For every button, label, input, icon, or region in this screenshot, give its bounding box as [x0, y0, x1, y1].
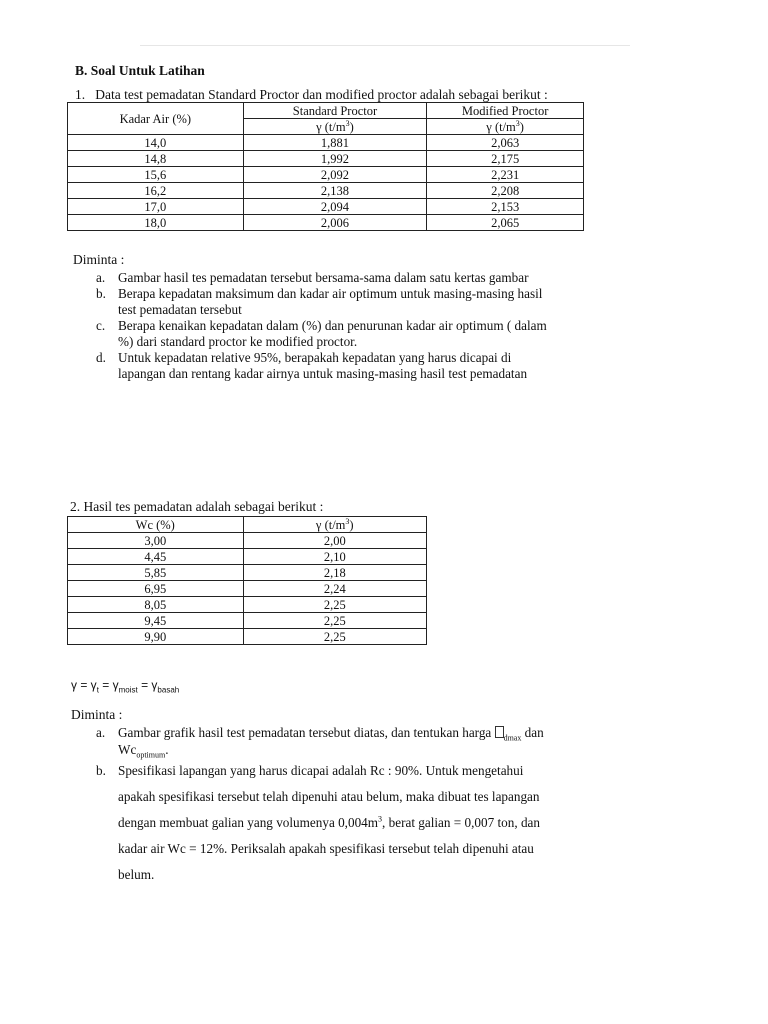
table-row: 9,90 2,25: [68, 629, 427, 645]
table-header-row: [68, 517, 427, 533]
table-header-row: [68, 103, 584, 119]
unit-modified: γ $(t/m^3)$: [427, 119, 584, 135]
q2-task-list: [88, 724, 628, 888]
table-row: 14,0 1,881 2,063: [68, 135, 584, 151]
table-row: 5,85 2,18: [68, 565, 427, 581]
q1-number: 1.: [75, 87, 86, 102]
table-row: 3,00 2,00: [68, 533, 427, 549]
q2-intro: 2. Hasil tes pemadatan adalah sebagai berikut :: [70, 499, 324, 514]
table-row: 17,0 2,094 2,153: [68, 199, 584, 215]
q2-diminta-label: Diminta :: [71, 707, 123, 722]
gamma-equation: $\gamma = \gamma_t = \gamma_{moist} = \gamma_{basah}$: [71, 678, 180, 695]
list-item: d. Untuk kepadatan relative 95%, berapakah kepadatan yang harus dicapai di lapangan dan rentang kadar airnya untuk masing-masing hasil test pemadatan: [96, 350, 528, 381]
list-item: b. Berapa kepadatan maksimum dan kadar air optimum untuk masing-masing hasil test pemadatan tersebut: [96, 286, 543, 317]
list-item: b. Spesifikasi lapangan yang harus dicapai adalah Rc : 90%. Untuk mengetahui apakah spesifikasi tersebut telah dipenuhi atau belum, maka dibuat tes lapangan dengan membuat galian yang volumenya $0,004m^3$, berat galian = 0,007 ton, dan kadar air Wc = 12%. Periksalah apakah spesifikasi tersebut telah dipenuhi atau belum.: [96, 763, 540, 882]
proctor-table: [67, 102, 584, 231]
header-gamma: γ $(t/m^3)$: [243, 517, 427, 533]
table-row: 16,2 2,138 2,208: [68, 183, 584, 199]
top-divider: [140, 45, 630, 46]
table-row: 4,45 2,10: [68, 549, 427, 565]
missing-glyph-box: [495, 726, 504, 738]
q1-intro-text: Data test pemadatan Standard Proctor dan modified proctor adalah sebagai berikut :: [95, 87, 548, 102]
header-standard-proctor: Standard Proctor: [243, 103, 427, 119]
q1-task-list: [88, 270, 608, 382]
table-row: 8,05 2,25: [68, 597, 427, 613]
list-item: c. Berapa kenaikan kepadatan dalam (%) dan penurunan kadar air optimum ( dalam %) dari standard proctor ke modified proctor.: [96, 318, 547, 349]
header-kadar-air: Kadar Air (%): [68, 103, 244, 135]
header-wc: Wc (%): [68, 517, 244, 533]
table-row: 18,0 2,006 2,065: [68, 215, 584, 231]
list-item: a. Gambar hasil tes pemadatan tersebut bersama-sama dalam satu kertas gambar: [96, 270, 529, 285]
list-item: a. Gambar grafik hasil test pemadatan tersebut diatas, dan tentukan harga $_{dmax}$ dan $Wc_{optimum}$.: [96, 725, 544, 760]
table-row: 6,95 2,24: [68, 581, 427, 597]
table-row: 14,8 1,992 2,175: [68, 151, 584, 167]
header-modified-proctor: Modified Proctor: [427, 103, 584, 119]
q1-diminta-label: Diminta :: [73, 252, 125, 267]
section-title: B. Soal Untuk Latihan: [75, 63, 205, 78]
q1-intro: [75, 87, 548, 103]
compaction-table: [67, 516, 427, 645]
unit-standard: γ $(t/m^3)$: [243, 119, 427, 135]
table-row: 9,45 2,25: [68, 613, 427, 629]
table-row: 15,6 2,092 2,231: [68, 167, 584, 183]
